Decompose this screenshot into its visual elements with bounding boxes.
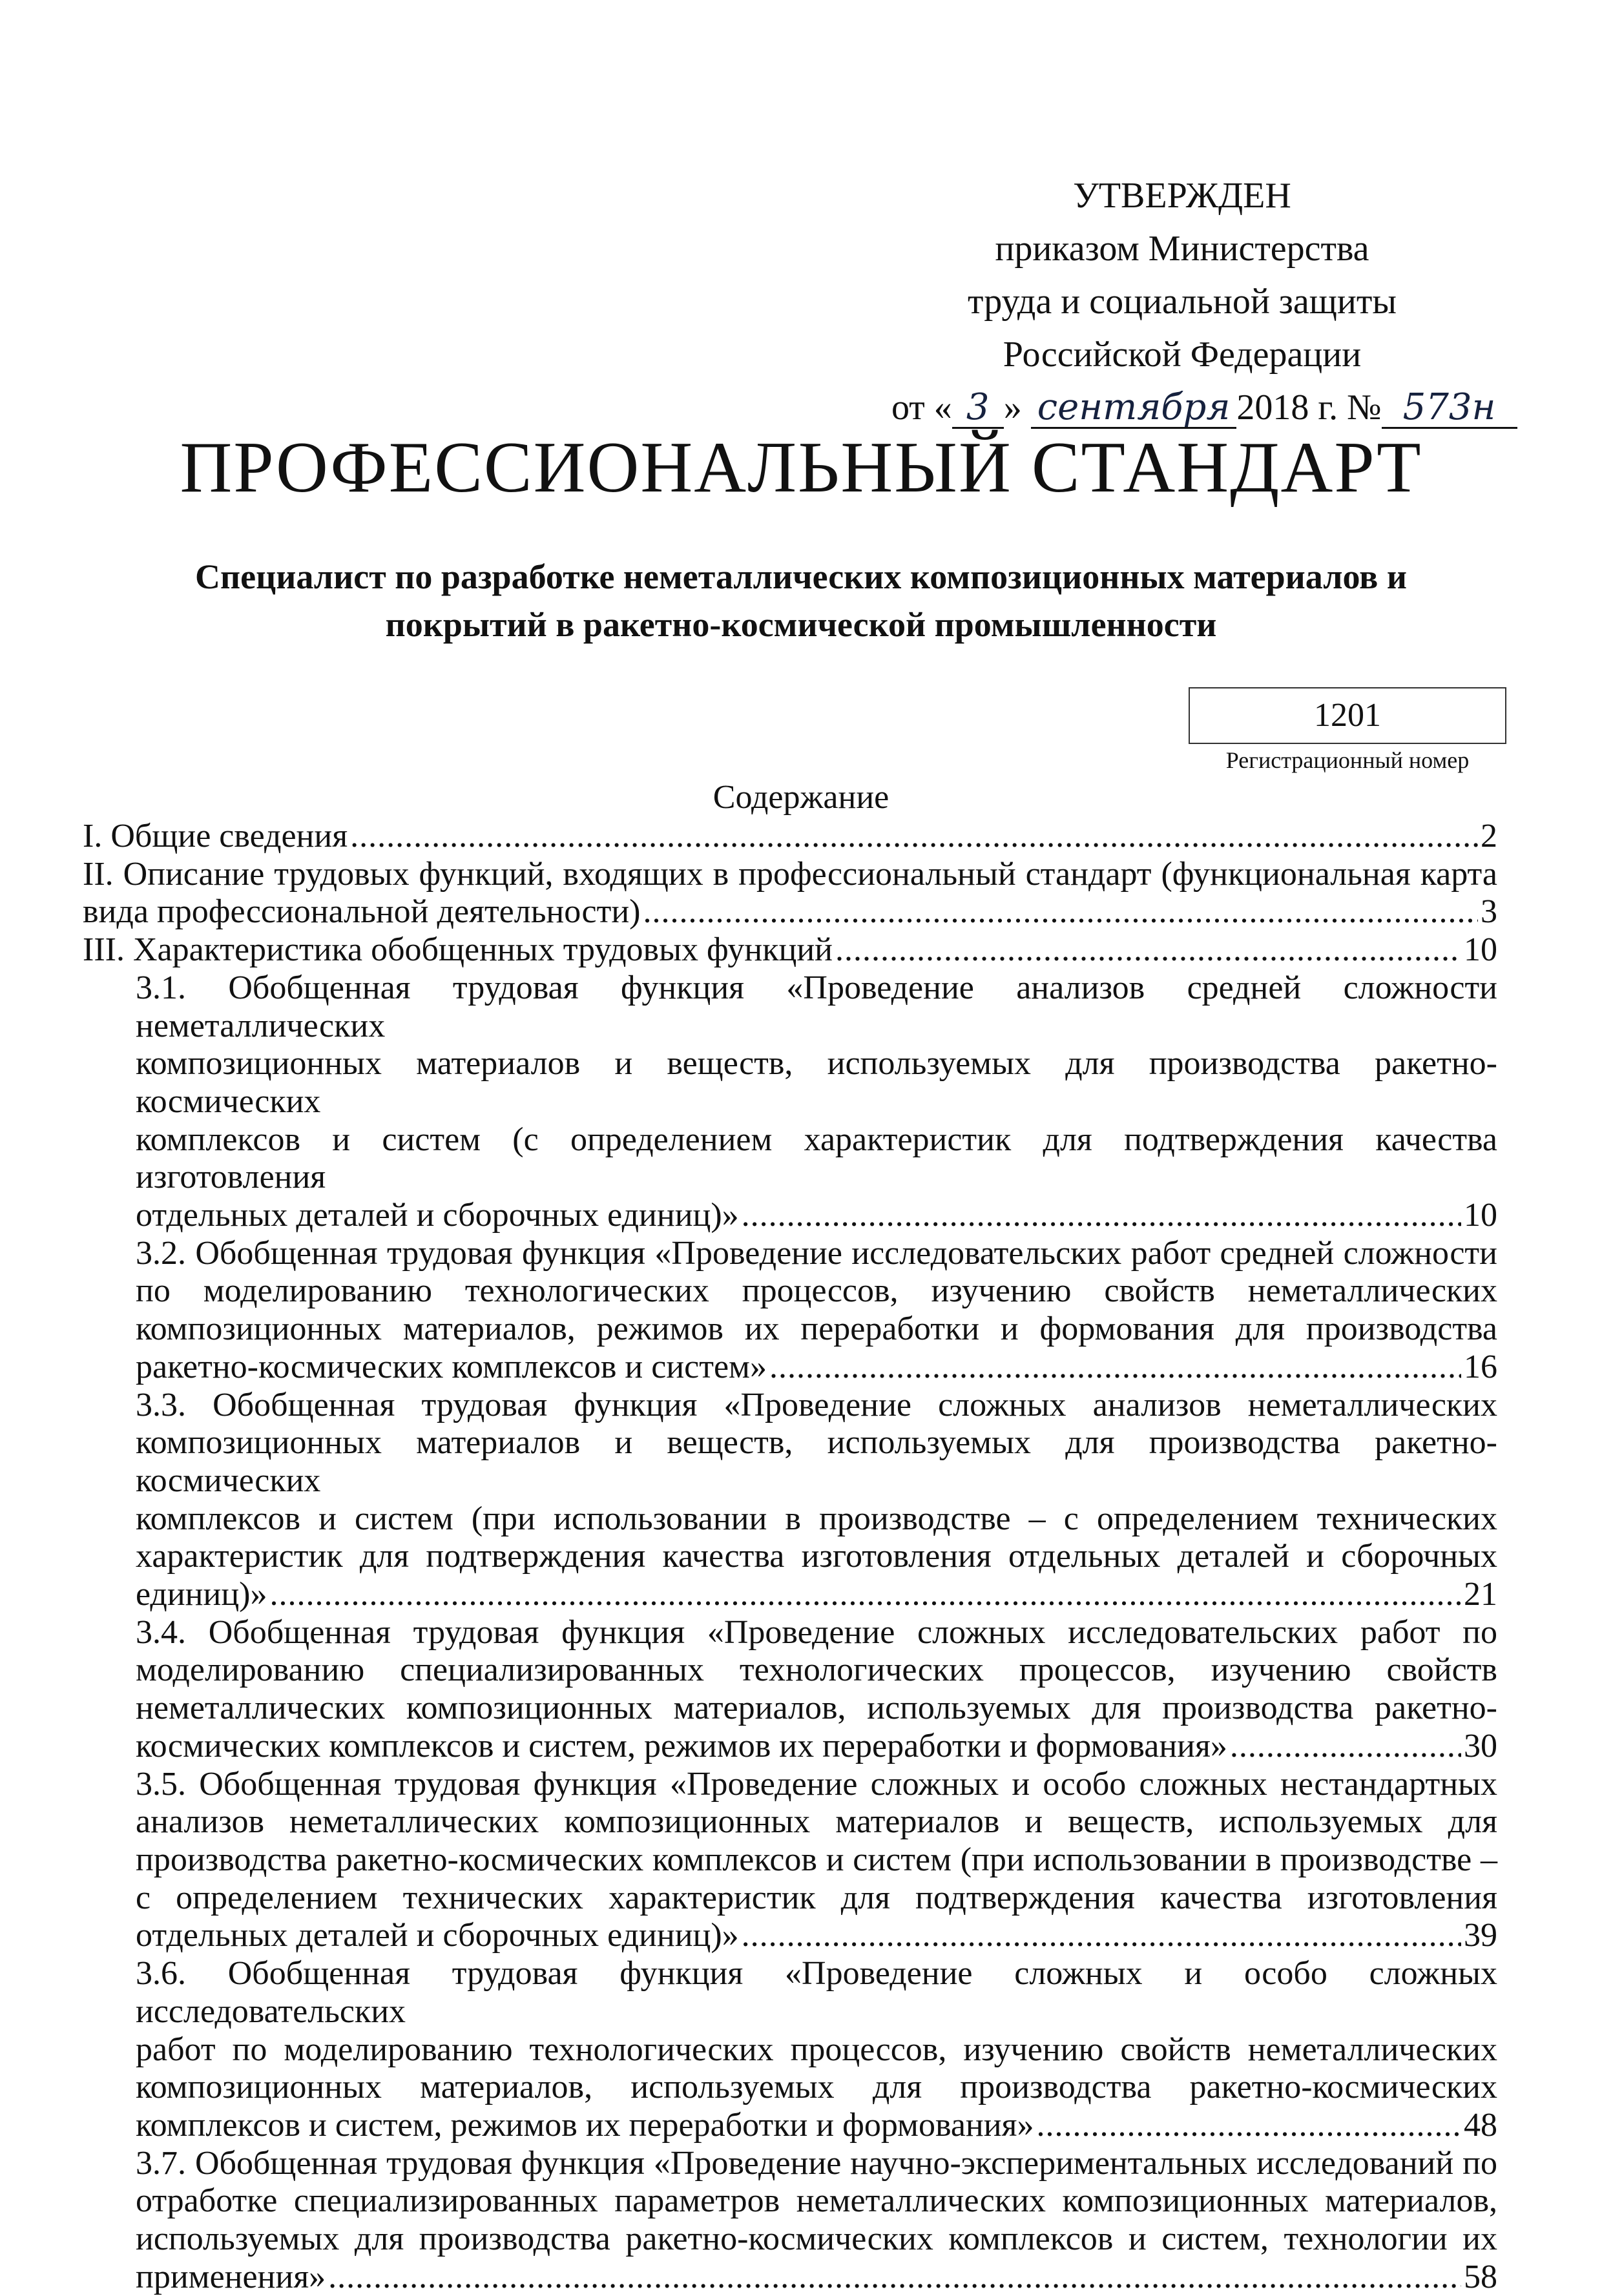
toc-page-number: 21 [1464,1576,1497,1613]
toc-entry-last-line: применения» [136,2258,326,2295]
date-prefix: от « [891,388,952,428]
toc-entry-last-line: I. Общие сведения [83,818,348,854]
handwritten-month: сентября [1031,388,1237,429]
toc-entry-last-line: вида профессиональной деятельности) [83,893,641,931]
toc-entry-line: с определением технических характеристик для подтверждения качества изготовления [136,1879,1497,1916]
toc-entry-line: комплексов и систем (с определением характеристик для подтверждения качества изготовления [136,1121,1497,1196]
table-of-contents [83,818,1497,2296]
toc-entry-line: моделированию специализированных технологических процессов, изучению свойств [136,1651,1497,1689]
toc-entry-line: композиционных материалов и веществ, используемых для производства ракетно-космических [136,1424,1497,1499]
dot-leader [350,818,1478,856]
toc-entry-leader-line [136,1917,1497,1955]
toc-entry-last-line: ракетно-космических комплексов и систем» [136,1348,767,1385]
toc-entry-line: анализов неметаллических композиционных материалов и веществ, используемых для [136,1803,1497,1841]
approval-line-approved: УТВЕРЖДЕН [1073,176,1291,216]
toc-entry-line: используемых для производства ракетно-космических комплексов и систем, технологии их [136,2220,1497,2258]
dot-leader [742,1197,1461,1235]
toc-entry-line: неметаллических композиционных материалов, используемых для производства ракетно- [136,1690,1497,1727]
approval-block [891,169,1496,434]
toc-page-number: 30 [1464,1727,1497,1764]
toc-entry[interactable] [83,969,1497,1235]
toc-page-number: 48 [1464,2106,1497,2144]
toc-entry-line: 3.1. Обобщенная трудовая функция «Проведение анализов средней сложности неметаллических [136,969,1497,1044]
toc-entry-leader-line [83,931,1497,969]
toc-entry-last-line: III. Характеристика обобщенных трудовых функций [83,931,833,969]
toc-entry-line: 3.2. Обобщенная трудовая функция «Проведение исследовательских работ средней сложности [136,1234,1497,1272]
toc-page-number: 3 [1481,893,1497,931]
toc-entry[interactable] [83,818,1497,856]
dot-leader [1036,2107,1461,2145]
toc-entry-line: композиционных материалов, режимов их переработки и формования для производства [136,1310,1497,1348]
registration-number-box: 1201 [1189,687,1506,744]
toc-entry-line: работ по моделированию технологических процессов, изучению свойств неметаллических [136,2031,1497,2068]
toc-entry-leader-line [136,1349,1497,1387]
dot-leader [835,931,1461,969]
toc-entry[interactable] [83,1766,1497,1956]
toc-entry-last-line: единиц)» [136,1576,267,1613]
dot-leader [742,1917,1461,1955]
toc-entry-last-line: комплексов и систем, режимов их переработки и формования» [136,2106,1034,2144]
toc-entry-line: 3.6. Обобщенная трудовая функция «Проведение сложных и особо сложных исследовательских [136,1955,1497,2030]
toc-entry-line: комплексов и систем (при использовании в производстве – с определением технических [136,1500,1497,1537]
toc-entry-leader-line [136,1576,1497,1614]
approval-line-order: приказом Министерства [995,229,1369,269]
toc-entry-line: 3.7. Обобщенная трудовая функция «Проведение научно-экспериментальных исследований по [136,2144,1497,2182]
toc-entry-leader-line [136,2107,1497,2145]
toc-page-number: 10 [1464,931,1497,969]
toc-entry-line: производства ракетно-космических комплексов и систем (при использовании в производстве – [136,1841,1497,1878]
toc-entry[interactable] [83,2145,1497,2296]
toc-entry[interactable] [83,856,1497,931]
toc-entry-line: 3.3. Обобщенная трудовая функция «Проведение сложных анализов неметаллических [136,1386,1497,1423]
toc-entry[interactable] [83,1235,1497,1387]
document-subtitle [103,553,1499,648]
dot-leader [769,1349,1461,1387]
date-quote-close: » [1003,388,1022,428]
toc-entry-line: характеристик для подтверждения качества изготовления отдельных деталей и сборочных [136,1538,1497,1575]
document-title: ПРОФЕССИОНАЛЬНЫЙ СТАНДАРТ [180,428,1422,508]
registration-number-caption: Регистрационный номер [1225,747,1470,773]
toc-entry-leader-line [83,818,1497,856]
toc-entry-line: 3.5. Обобщенная трудовая функция «Проведение сложных и особо сложных нестандартных [136,1765,1497,1803]
toc-page-number: 2 [1481,818,1497,854]
toc-entry[interactable] [83,1955,1497,2145]
toc-page-number: 39 [1464,1917,1497,1954]
toc-entry[interactable] [83,1614,1497,1766]
toc-entry-last-line: отдельных деталей и сборочных единиц)» [136,1197,739,1234]
toc-page-number: 58 [1464,2258,1497,2295]
dot-leader [643,893,1478,931]
approval-line-ministry: труда и социальной защиты [968,282,1397,322]
toc-page-number: 16 [1464,1348,1497,1385]
toc-entry-line: II. Описание трудовых функций, входящих в профессиональный стандарт (функциональная карта [83,855,1497,893]
handwritten-day: 3 [952,388,1004,429]
toc-entry-leader-line [83,893,1497,931]
dot-leader [269,1576,1461,1614]
toc-entry[interactable] [83,931,1497,969]
toc-page-number: 10 [1464,1197,1497,1234]
toc-entry-line: 3.4. Обобщенная трудовая функция «Проведение сложных исследовательских работ по [136,1613,1497,1651]
toc-entry-leader-line [136,1728,1497,1766]
subtitle-line-2: покрытий в ракетно-космической промышленности [385,605,1217,644]
dot-leader [328,2259,1461,2296]
toc-entry-line: композиционных материалов и веществ, используемых для производства ракетно-космических [136,1045,1497,1120]
toc-entry-leader-line [136,2259,1497,2296]
toc-entry-line: композиционных материалов, используемых для производства ракетно-космических [136,2069,1497,2106]
toc-entry-last-line: космических комплексов и систем, режимов их переработки и формования» [136,1727,1227,1764]
approval-line-country: Российской Федерации [1003,335,1362,375]
toc-entry-last-line: отдельных деталей и сборочных единиц)» [136,1917,739,1954]
toc-entry-line: по моделированию технологических процессов, изучению свойств неметаллических [136,1272,1497,1310]
toc-entry[interactable] [83,1387,1497,1614]
subtitle-line-1: Специалист по разработке неметаллических композиционных материалов и [195,557,1407,596]
toc-entry-line: отработке специализированных параметров неметаллических композиционных материалов, [136,2182,1497,2220]
date-year: 2018 г. № [1236,388,1382,428]
dot-leader [1230,1728,1461,1766]
handwritten-order-number: 573н [1382,388,1517,429]
toc-heading: Содержание [713,779,889,816]
toc-entry-leader-line [136,1197,1497,1235]
